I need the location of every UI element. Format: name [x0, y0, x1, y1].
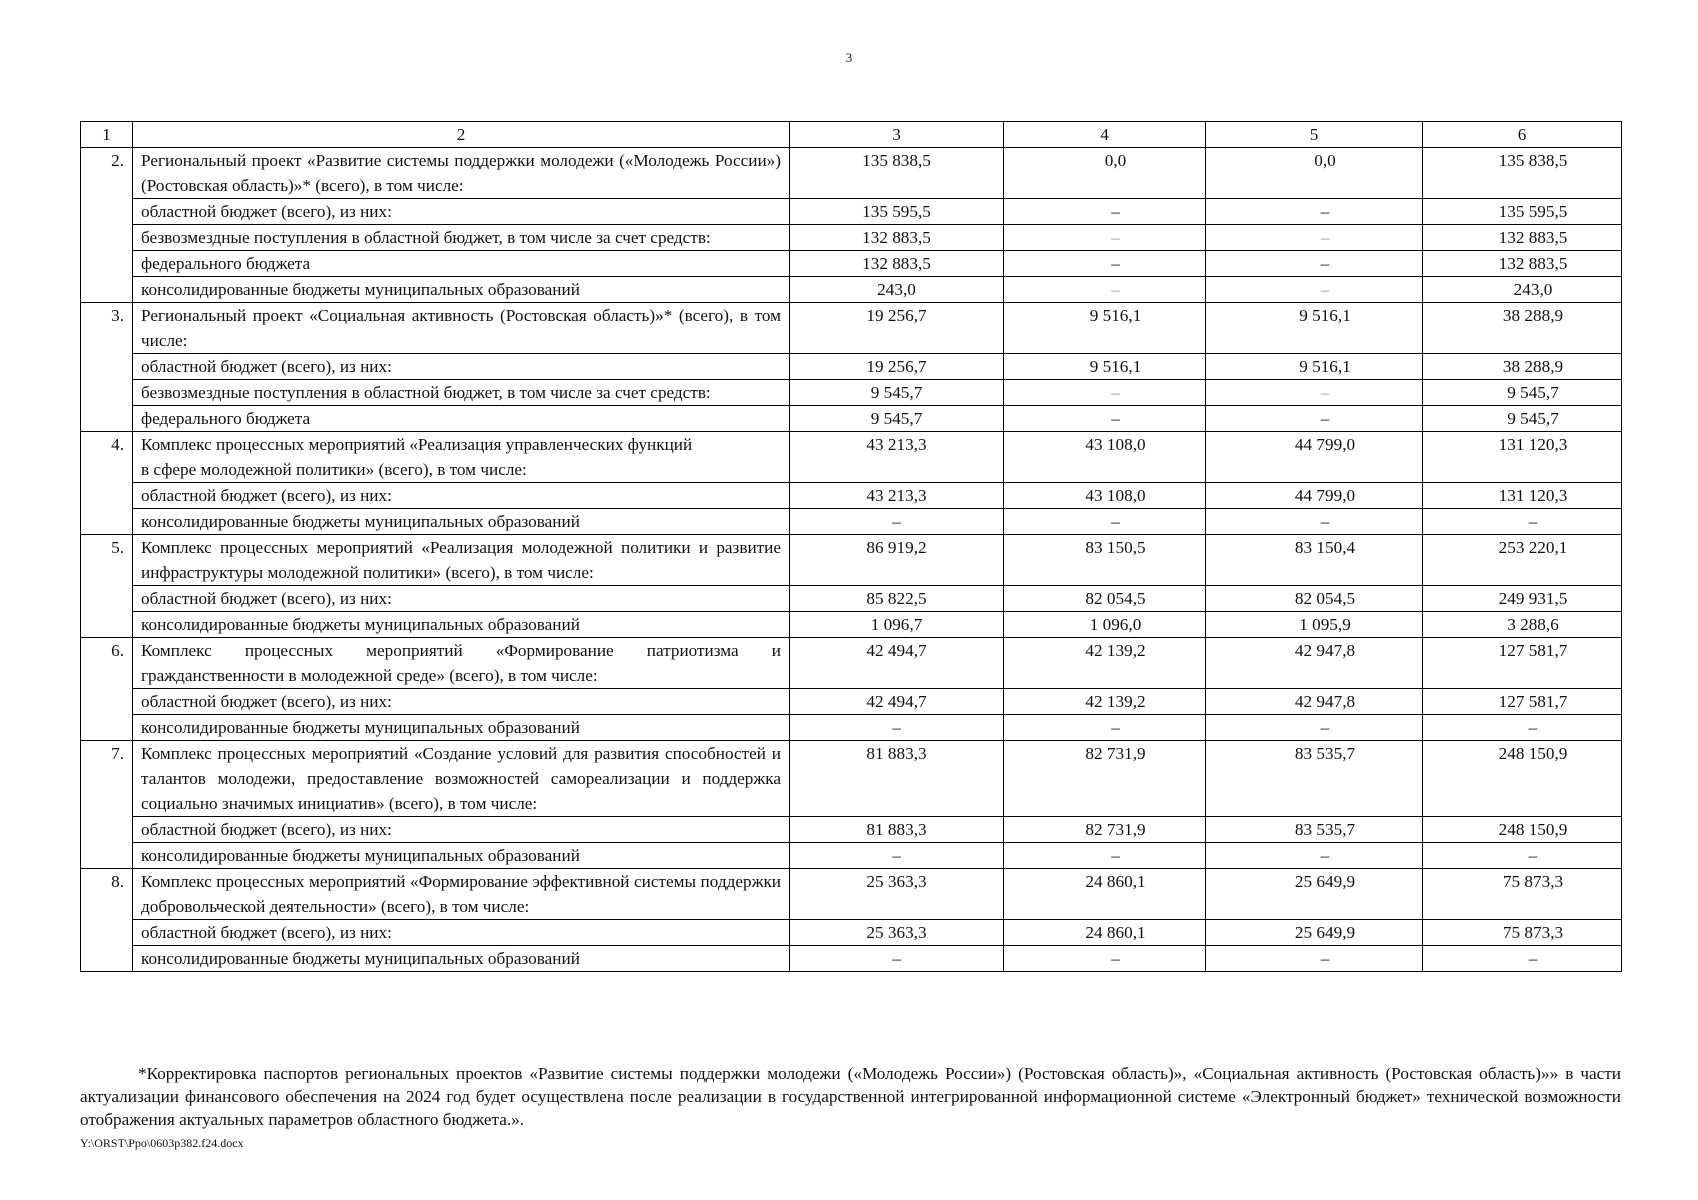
- row-number-cell: 6.: [81, 638, 133, 741]
- value-cell-col-5: 9 516,1: [1206, 303, 1423, 354]
- value-cell-col-6: 135 838,5: [1423, 148, 1622, 199]
- header-col-6: 6: [1423, 122, 1622, 148]
- value-cell-col-3: –: [790, 946, 1004, 972]
- value-cell-col-5: 42 947,8: [1206, 638, 1423, 689]
- value-cell-col-4: 43 108,0: [1004, 483, 1206, 509]
- value-cell-col-4: –: [1004, 225, 1206, 251]
- value-cell-col-4: –: [1004, 251, 1206, 277]
- row-number-cell: 2.: [81, 148, 133, 303]
- value-cell-col-5: –: [1206, 509, 1423, 535]
- value-cell-col-4: 43 108,0: [1004, 432, 1206, 483]
- value-cell-col-5: –: [1206, 251, 1423, 277]
- table-row: [81, 277, 1622, 303]
- header-col-5: 5: [1206, 122, 1423, 148]
- value-cell-col-5: –: [1206, 843, 1423, 869]
- value-cell-col-6: 38 288,9: [1423, 354, 1622, 380]
- table-header-row: [81, 122, 1622, 148]
- value-cell-col-3: 1 096,7: [790, 612, 1004, 638]
- value-cell-col-5: 83 150,4: [1206, 535, 1423, 586]
- value-cell-col-4: –: [1004, 715, 1206, 741]
- table-row: [81, 689, 1622, 715]
- value-cell-col-4: 0,0: [1004, 148, 1206, 199]
- row-number-cell: 4.: [81, 432, 133, 535]
- value-cell-col-4: 83 150,5: [1004, 535, 1206, 586]
- value-cell-col-3: –: [790, 843, 1004, 869]
- value-cell-col-5: –: [1206, 715, 1423, 741]
- value-cell-col-4: –: [1004, 277, 1206, 303]
- row-description-cell: областной бюджет (всего), из них:: [133, 817, 790, 843]
- row-description-cell: консолидированные бюджеты муниципальных образований: [133, 612, 790, 638]
- row-description-cell: безвозмездные поступления в областной бюджет, в том числе за счет средств:: [133, 225, 790, 251]
- value-cell-col-6: –: [1423, 715, 1622, 741]
- value-cell-col-6: –: [1423, 509, 1622, 535]
- header-col-1: 1: [81, 122, 133, 148]
- value-cell-col-5: –: [1206, 380, 1423, 406]
- value-cell-col-4: 42 139,2: [1004, 638, 1206, 689]
- value-cell-col-5: 82 054,5: [1206, 586, 1423, 612]
- value-cell-col-5: –: [1206, 406, 1423, 432]
- value-cell-col-6: 3 288,6: [1423, 612, 1622, 638]
- value-cell-col-4: 9 516,1: [1004, 303, 1206, 354]
- value-cell-col-5: 1 095,9: [1206, 612, 1423, 638]
- table-row: [81, 843, 1622, 869]
- value-cell-col-3: 135 595,5: [790, 199, 1004, 225]
- row-description-cell: консолидированные бюджеты муниципальных образований: [133, 946, 790, 972]
- value-cell-col-5: 83 535,7: [1206, 741, 1423, 817]
- value-cell-col-4: 42 139,2: [1004, 689, 1206, 715]
- table-row: [81, 817, 1622, 843]
- value-cell-col-5: 44 799,0: [1206, 483, 1423, 509]
- value-cell-col-5: 25 649,9: [1206, 920, 1423, 946]
- value-cell-col-4: 82 731,9: [1004, 817, 1206, 843]
- row-description-cell: Комплекс процессных мероприятий «Реализация молодежной политики и развитие инфраструктуры молодежной политики» (всего), в том числе:: [133, 535, 790, 586]
- row-description-cell: областной бюджет (всего), из них:: [133, 689, 790, 715]
- value-cell-col-6: 249 931,5: [1423, 586, 1622, 612]
- table-row: [81, 715, 1622, 741]
- table-row: [81, 303, 1622, 354]
- value-cell-col-5: –: [1206, 199, 1423, 225]
- row-number-cell: 8.: [81, 869, 133, 972]
- value-cell-col-6: 135 595,5: [1423, 199, 1622, 225]
- value-cell-col-6: 75 873,3: [1423, 920, 1622, 946]
- value-cell-col-4: –: [1004, 946, 1206, 972]
- table-row: [81, 380, 1622, 406]
- table-row: [81, 638, 1622, 689]
- row-description-cell: консолидированные бюджеты муниципальных образований: [133, 843, 790, 869]
- table-row: [81, 483, 1622, 509]
- table-body: [81, 122, 1622, 972]
- value-cell-col-6: 243,0: [1423, 277, 1622, 303]
- table-row: [81, 612, 1622, 638]
- value-cell-col-4: 82 731,9: [1004, 741, 1206, 817]
- value-cell-col-4: 24 860,1: [1004, 920, 1206, 946]
- value-cell-col-4: –: [1004, 380, 1206, 406]
- value-cell-col-4: –: [1004, 406, 1206, 432]
- row-description-cell: Комплекс процессных мероприятий «Создание условий для развития способностей и талантов молодежи, предоставление возможностей самореализации и поддержка социально значимых инициатив» (всего), в том числе:: [133, 741, 790, 817]
- value-cell-col-6: 132 883,5: [1423, 225, 1622, 251]
- table-row: [81, 225, 1622, 251]
- row-number-cell: 7.: [81, 741, 133, 869]
- value-cell-col-3: 43 213,3: [790, 483, 1004, 509]
- value-cell-col-6: 38 288,9: [1423, 303, 1622, 354]
- value-cell-col-4: –: [1004, 509, 1206, 535]
- row-number-cell: 5.: [81, 535, 133, 638]
- value-cell-col-5: 9 516,1: [1206, 354, 1423, 380]
- budget-table: [80, 121, 1622, 972]
- value-cell-col-6: 9 545,7: [1423, 406, 1622, 432]
- value-cell-col-6: –: [1423, 843, 1622, 869]
- page-number: 3: [845, 50, 853, 65]
- value-cell-col-5: 25 649,9: [1206, 869, 1423, 920]
- value-cell-col-3: 132 883,5: [790, 225, 1004, 251]
- value-cell-col-6: 248 150,9: [1423, 817, 1622, 843]
- value-cell-col-4: 1 096,0: [1004, 612, 1206, 638]
- table-row: [81, 432, 1622, 483]
- value-cell-col-3: 81 883,3: [790, 741, 1004, 817]
- value-cell-col-3: 81 883,3: [790, 817, 1004, 843]
- value-cell-col-3: 9 545,7: [790, 380, 1004, 406]
- value-cell-col-3: 43 213,3: [790, 432, 1004, 483]
- table-row: [81, 251, 1622, 277]
- value-cell-col-6: 132 883,5: [1423, 251, 1622, 277]
- value-cell-col-6: –: [1423, 946, 1622, 972]
- value-cell-col-5: 44 799,0: [1206, 432, 1423, 483]
- value-cell-col-4: –: [1004, 199, 1206, 225]
- header-col-2: 2: [133, 122, 790, 148]
- table-row: [81, 535, 1622, 586]
- header-col-4: 4: [1004, 122, 1206, 148]
- row-description-cell: областной бюджет (всего), из них:: [133, 483, 790, 509]
- row-description-cell: Региональный проект «Социальная активность (Ростовская область)»* (всего), в том числе:: [133, 303, 790, 354]
- value-cell-col-6: 131 120,3: [1423, 432, 1622, 483]
- value-cell-col-6: 9 545,7: [1423, 380, 1622, 406]
- row-description-cell: федерального бюджета: [133, 251, 790, 277]
- value-cell-col-4: 24 860,1: [1004, 869, 1206, 920]
- value-cell-col-3: 25 363,3: [790, 920, 1004, 946]
- value-cell-col-6: 127 581,7: [1423, 638, 1622, 689]
- header-col-3: 3: [790, 122, 1004, 148]
- value-cell-col-6: 131 120,3: [1423, 483, 1622, 509]
- row-description-cell: областной бюджет (всего), из них:: [133, 920, 790, 946]
- row-description-cell: Региональный проект «Развитие системы поддержки молодежи («Молодежь России») (Ростовская область)»* (всего), в том числе:: [133, 148, 790, 199]
- value-cell-col-3: 19 256,7: [790, 354, 1004, 380]
- table-row: [81, 199, 1622, 225]
- footnote: *Корректировка паспортов региональных проектов «Развитие системы поддержки молодежи («Молодежь России») (Ростовская область)», «Социальная активность (Ростовская область)»» в части актуализации финансового обеспечения на 2024 год будет осуществлена после реализации в государственной интегрированной информационной системе «Электронный бюджет» технической возможности отображения актуальных параметров областного бюджета.».: [80, 1064, 1621, 1129]
- row-description-cell: консолидированные бюджеты муниципальных образований: [133, 277, 790, 303]
- value-cell-col-5: 0,0: [1206, 148, 1423, 199]
- row-description-cell: консолидированные бюджеты муниципальных образований: [133, 509, 790, 535]
- value-cell-col-4: 82 054,5: [1004, 586, 1206, 612]
- table-row: [81, 741, 1622, 817]
- row-description-cell: областной бюджет (всего), из них:: [133, 199, 790, 225]
- table-row: [81, 946, 1622, 972]
- table-row: [81, 586, 1622, 612]
- table-row: [81, 406, 1622, 432]
- row-description-cell: областной бюджет (всего), из них:: [133, 354, 790, 380]
- value-cell-col-3: 42 494,7: [790, 638, 1004, 689]
- value-cell-col-3: 19 256,7: [790, 303, 1004, 354]
- value-cell-col-6: 127 581,7: [1423, 689, 1622, 715]
- value-cell-col-4: 9 516,1: [1004, 354, 1206, 380]
- value-cell-col-3: –: [790, 509, 1004, 535]
- value-cell-col-5: –: [1206, 946, 1423, 972]
- row-description-cell: Комплекс процессных мероприятий «Формирование патриотизма и гражданственности в молодежной среде» (всего), в том числе:: [133, 638, 790, 689]
- table-row: [81, 509, 1622, 535]
- row-description-cell: областной бюджет (всего), из них:: [133, 586, 790, 612]
- row-description-cell: безвозмездные поступления в областной бюджет, в том числе за счет средств:: [133, 380, 790, 406]
- value-cell-col-3: 9 545,7: [790, 406, 1004, 432]
- value-cell-col-3: 86 919,2: [790, 535, 1004, 586]
- row-number-cell: 3.: [81, 303, 133, 432]
- value-cell-col-3: 85 822,5: [790, 586, 1004, 612]
- row-description-cell: Комплекс процессных мероприятий «Формирование эффективной системы поддержки добровольческой деятельности» (всего), в том числе:: [133, 869, 790, 920]
- row-description-cell: федерального бюджета: [133, 406, 790, 432]
- table-row: [81, 148, 1622, 199]
- value-cell-col-5: 42 947,8: [1206, 689, 1423, 715]
- value-cell-col-3: 42 494,7: [790, 689, 1004, 715]
- table-row: [81, 354, 1622, 380]
- value-cell-col-5: –: [1206, 277, 1423, 303]
- value-cell-col-3: 132 883,5: [790, 251, 1004, 277]
- row-description-cell: Комплекс процессных мероприятий «Реализация управленческих функций в сфере молодежной политики» (всего), в том числе:: [133, 432, 790, 483]
- file-path: Y:\ORST\Ppo\0603p382.f24.docx: [80, 1136, 244, 1150]
- value-cell-col-3: –: [790, 715, 1004, 741]
- value-cell-col-6: 248 150,9: [1423, 741, 1622, 817]
- table-row: [81, 869, 1622, 920]
- value-cell-col-3: 243,0: [790, 277, 1004, 303]
- value-cell-col-5: –: [1206, 225, 1423, 251]
- value-cell-col-6: 75 873,3: [1423, 869, 1622, 920]
- value-cell-col-5: 83 535,7: [1206, 817, 1423, 843]
- table-row: [81, 920, 1622, 946]
- value-cell-col-3: 25 363,3: [790, 869, 1004, 920]
- value-cell-col-6: 253 220,1: [1423, 535, 1622, 586]
- value-cell-col-3: 135 838,5: [790, 148, 1004, 199]
- value-cell-col-4: –: [1004, 843, 1206, 869]
- row-description-cell: консолидированные бюджеты муниципальных образований: [133, 715, 790, 741]
